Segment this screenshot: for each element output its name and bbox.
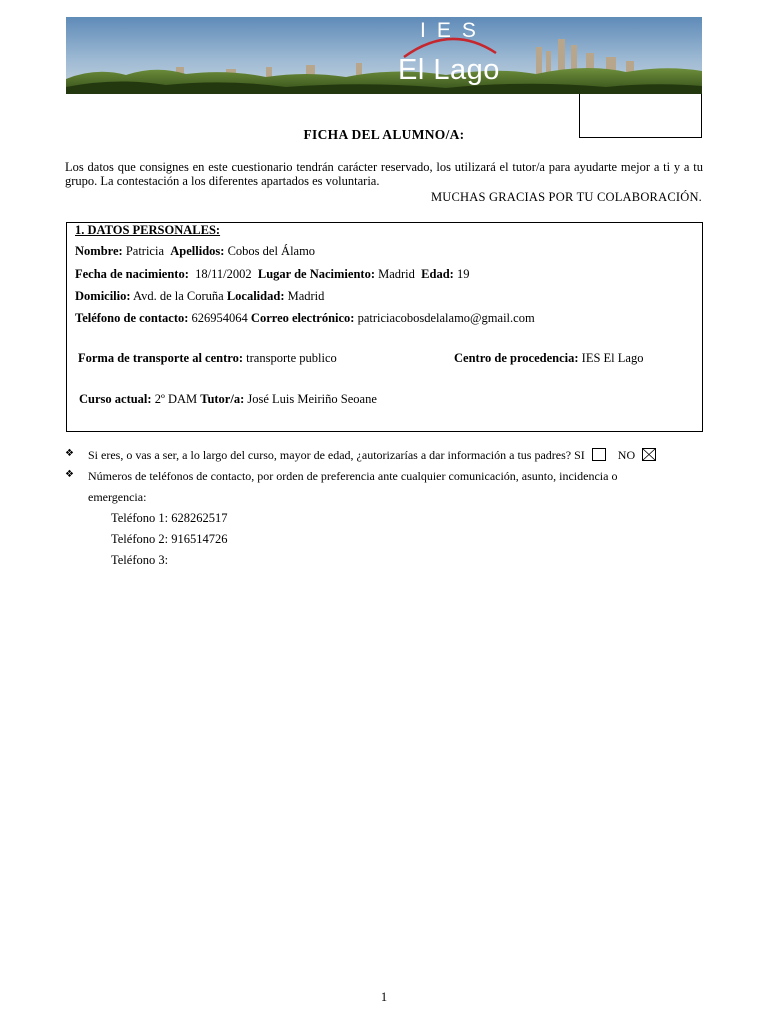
tutor-label: Tutor/a: bbox=[200, 392, 245, 406]
no-label: NO bbox=[617, 448, 636, 462]
curso-value: 2º DAM bbox=[154, 392, 198, 406]
intro-paragraph: Los datos que consignes en este cuestionario tendrán carácter reservado, los utilizará el tutor/a para ayudarte mejor a ti y a tu grupo. La contestación a los diferentes apartados es voluntaria. bbox=[65, 160, 703, 188]
question-phones-text: Números de teléfonos de contacto, por orden de preferencia ante cualquier comunicación, asunto, incidencia o bbox=[88, 469, 618, 483]
procedencia-value: IES El Lago bbox=[581, 351, 644, 365]
edad-value: 19 bbox=[456, 267, 470, 281]
si-checkbox[interactable] bbox=[592, 448, 606, 461]
course-row bbox=[79, 392, 377, 407]
localidad-label: Localidad: bbox=[226, 289, 285, 303]
transporte-label: Forma de transporte al centro: bbox=[78, 351, 244, 365]
nombre-value: Patricia bbox=[125, 244, 164, 258]
procedencia-row bbox=[454, 351, 643, 366]
phone-1: Teléfono 1: 628262517 bbox=[111, 511, 228, 525]
nombre-label: Nombre: bbox=[75, 244, 123, 258]
edad-label: Edad: bbox=[421, 267, 454, 281]
page-title: FICHA DEL ALUMNO/A: bbox=[303, 127, 465, 142]
name-row bbox=[75, 244, 315, 259]
procedencia-label: Centro de procedencia: bbox=[454, 351, 579, 365]
telefono-value: 626954064 bbox=[191, 311, 248, 325]
telefono-label: Teléfono de contacto: bbox=[75, 311, 189, 325]
domicilio-value: Avd. de la Coruña bbox=[132, 289, 224, 303]
page-number: 1 bbox=[380, 990, 388, 1004]
banner-school-name: El Lago bbox=[398, 54, 500, 86]
checkbox-x-icon bbox=[643, 449, 655, 460]
address-row bbox=[75, 289, 324, 304]
banner-ies-text: IES bbox=[420, 19, 487, 42]
apellidos-label: Apellidos: bbox=[170, 244, 225, 258]
fecha-label: Fecha de nacimiento: bbox=[75, 267, 189, 281]
lugar-value: Madrid bbox=[378, 267, 415, 281]
no-checkbox[interactable] bbox=[642, 448, 656, 461]
correo-label: Correo electrónico: bbox=[250, 311, 355, 325]
diamond-bullet-icon: ❖ bbox=[65, 469, 74, 480]
fecha-value: 18/11/2002 bbox=[195, 267, 252, 281]
birth-row bbox=[75, 267, 469, 282]
contact-row bbox=[75, 311, 535, 326]
transporte-value: transporte publico bbox=[246, 351, 337, 365]
phone-2: Teléfono 2: 916514726 bbox=[111, 532, 228, 546]
curso-label: Curso actual: bbox=[79, 392, 152, 406]
question-consent-text: Si eres, o vas a ser, a lo largo del curso, mayor de edad, ¿autorizarías a dar información a tus padres? SI bbox=[88, 448, 585, 462]
transport-row bbox=[78, 351, 337, 366]
question-phones-text-cont: emergencia: bbox=[88, 490, 147, 504]
lugar-label: Lugar de Nacimiento: bbox=[257, 267, 375, 281]
banner-landscape-image bbox=[66, 17, 702, 94]
domicilio-label: Domicilio: bbox=[75, 289, 131, 303]
diamond-bullet-icon: ❖ bbox=[65, 448, 74, 459]
personal-data-section bbox=[66, 222, 703, 432]
localidad-value: Madrid bbox=[287, 289, 325, 303]
correo-value: patriciacobosdelalamo@gmail.com bbox=[357, 311, 535, 325]
apellidos-value: Cobos del Álamo bbox=[227, 244, 316, 258]
header-banner bbox=[66, 17, 702, 94]
thanks-text: MUCHAS GRACIAS POR TU COLABORACIÓN. bbox=[430, 190, 702, 204]
phone-3: Teléfono 3: bbox=[111, 553, 169, 567]
section-heading: 1. DATOS PERSONALES: bbox=[75, 223, 221, 237]
tutor-value: José Luis Meiriño Seoane bbox=[247, 392, 377, 406]
